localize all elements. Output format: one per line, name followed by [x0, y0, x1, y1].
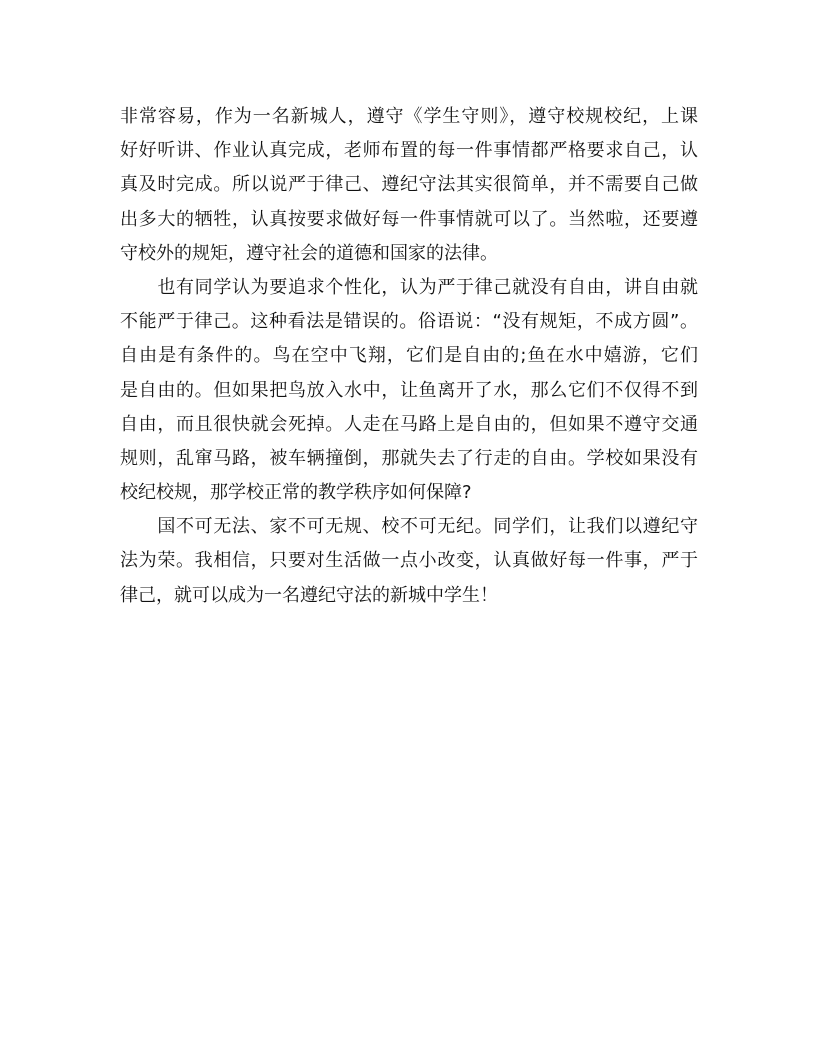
text-line: 自由是有条件的。鸟在空中飞翔，它们是自由的;鱼在水中嬉游，它们: [120, 345, 698, 367]
text-line: 规则，乱窜马路，被车辆撞倒，那就失去了行走的自由。学校如果没有: [120, 447, 698, 469]
paragraph-1: [120, 100, 698, 271]
text-line: 好好听讲、作业认真完成，老师布置的每一件事情都严格要求自己，认: [120, 140, 698, 162]
text-line: 自由，而且很快就会死掉。人走在马路上是自由的，但如果不遵守交通: [120, 413, 698, 435]
text-line: 法为荣。我相信，只要对生活做一点小改变，认真做好每一件事，严于: [120, 550, 698, 572]
document-body: [120, 100, 698, 613]
text-line: 校纪校规，那学校正常的教学秩序如何保障?: [120, 482, 472, 504]
paragraph-3: [120, 510, 698, 613]
text-line: 是自由的。但如果把鸟放入水中，让鱼离开了水，那么它们不仅得不到: [120, 379, 698, 401]
text-line: 也有同学认为要追求个性化，认为严于律己就没有自由，讲自由就: [120, 276, 698, 298]
text-line: 真及时完成。所以说严于律己、遵纪守法其实很简单，并不需要自己做: [120, 174, 698, 196]
paragraph-2: [120, 271, 698, 510]
text-line: 律己，就可以成为一名遵纪守法的新城中学生！: [120, 584, 498, 606]
text-line: 非常容易，作为一名新城人，遵守《学生守则》，遵守校规校纪，上课: [120, 106, 698, 127]
text-line: 出多大的牺牲，认真按要求做好每一件事情就可以了。当然啦，还要遵: [120, 208, 698, 230]
text-line: 不能严于律己。这种看法是错误的。俗语说：“没有规矩，不成方圆”。: [120, 311, 698, 333]
text-line: 守校外的规矩，遵守社会的道德和国家的法律。: [120, 242, 498, 264]
text-line: 国不可无法、家不可无规、校不可无纪。同学们，让我们以遵纪守: [120, 516, 698, 538]
